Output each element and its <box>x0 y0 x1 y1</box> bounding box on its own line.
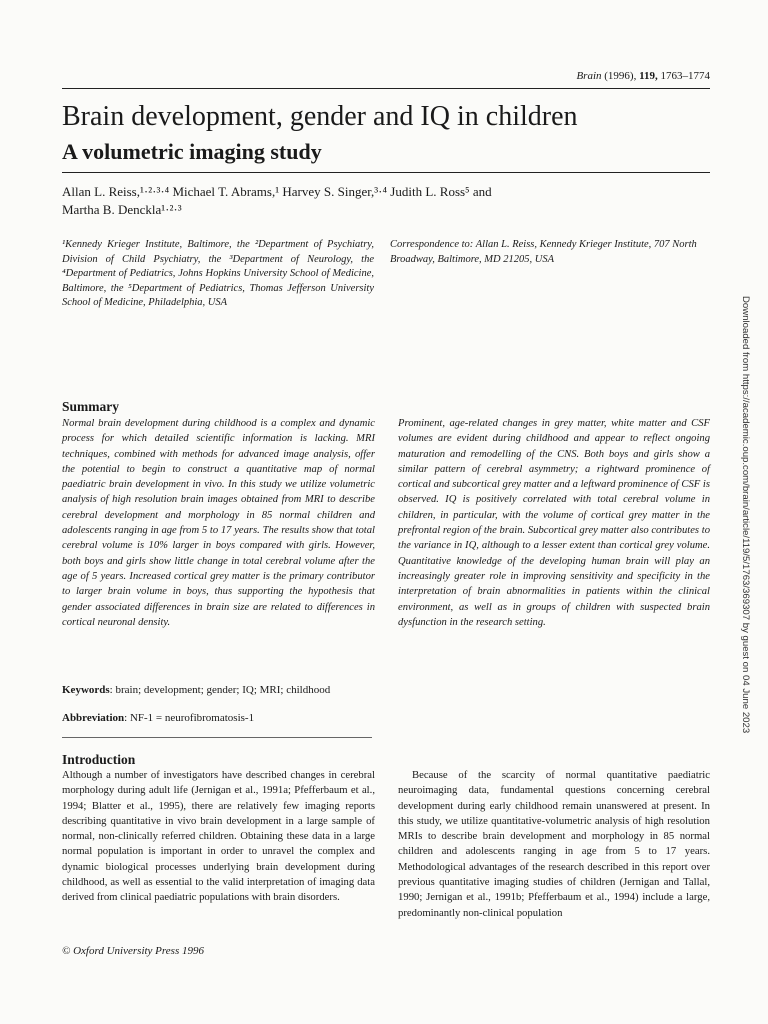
correspondence: Correspondence to: Allan L. Reiss, Kennedy Krieger Institute, 707 North Broadway, Baltimore, MD 21205, USA <box>390 239 697 265</box>
title-divider <box>62 172 710 173</box>
article-title: Brain development, gender and IQ in children <box>62 101 578 132</box>
section-divider <box>62 737 372 738</box>
affiliations: ¹Kennedy Krieger Institute, Baltimore, the ²Department of Psychiatry, Division of Child Psychiatry, the ³Department of Neurology, the ⁴Department of Pediatrics, Johns Hopkins University School of Medicine, Baltimore, the ⁵Department of Pediatrics, Thomas Jefferson University School of Medicine, Philadelphia, USA <box>62 239 374 309</box>
authors-line-2: Martha B. Denckla¹·²·³ <box>62 202 182 217</box>
journal-year: (1996), <box>604 70 637 82</box>
introduction-column-right: Because of the scarcity of normal quantitative paediatric neuroimaging data, fundamental questions concerning cerebral development during early childhood remain unanswered at present. In this study, we utilize quantitative-volumetric analysis of high resolution MRIs to describe brain development and morphology in 85 normal children and adolescents ranging in age from 5 to 17 years. Methodological advantages of the research described in this report over previous quantitative imaging studies of children (Jernigan and Tallal, 1990; Jernigan et al., 1991b; Pfefferbaum et al., 1994) include a large, predominantly non-clinical population <box>398 769 710 919</box>
copyright-notice: © Oxford University Press 1996 <box>62 945 204 957</box>
journal-volume: 119, <box>639 70 658 82</box>
keywords <box>62 683 522 698</box>
introduction-column-left: Although a number of investigators have described changes in cerebral morphology during adult life (Jernigan et al., 1991a; Pfefferbaum et al., 1994; Blatter et al., 1995), there are relatively few imaging reports describing quantitative in vivo brain development in a large sample of normal, non-clinically referred children. Obtaining these data in a large normal population is important in order to unravel the complex and dynamic biological processes underlying brain development during childhood, as well as essential to the valid interpretation of imaging data derived from clinical paediatric populations with brain disorders. <box>62 769 375 904</box>
journal-pages: 1763–1774 <box>660 70 710 82</box>
abbreviation-label: Abbreviation <box>62 712 125 724</box>
summary-heading: Summary <box>62 399 119 414</box>
article-subtitle: A volumetric imaging study <box>62 139 322 164</box>
abbreviation <box>62 711 522 726</box>
summary-column-right: Prominent, age-related changes in grey matter, white matter and CSF volumes are evident during childhood and appear to reflect ongoing maturation and remodelling of the CNS. Both boys and girls show a similar pattern of cerebral asymmetry; a rightward prominence of cortical and subcortical grey matter and a leftward prominence of CSF is observed. IQ is positively correlated with total cerebral volume in children, in particular, with the volume of cortical grey matter in the prefrontal region of the brain. Subcortical grey matter also contributes to the variance in IQ, although to a lesser extent than cortical grey volume. Quantitative knowledge of the developing human brain will play an increasingly greater role in improving sensitivity and specificity in the interpretation of brain abnormalities in patients within the clinical environment, as well as in groups of children with suspected brain dysfunction in the research setting. <box>398 418 710 628</box>
summary-column-left: Normal brain development during childhood is a complex and dynamic process for which detailed scientific information is lacking. MRI techniques, combined with methods for advanced image analysis, offer the potential to begin to construct a quantitative map of normal paediatric brain development in vivo. In this study we utilize volumetric analysis of high resolution brain images obtained from MRI to describe cerebral development and morphology in 85 normal children and adolescents ranging in age from 5 to 17 years. The results show that total cerebral volume is 10% larger in boys compared with girls. However, both boys and girls show little change in total cerebral volume after the age of 5 years. Increased cortical grey matter is the primary contributor to larger brain volume in boys, thus supporting the hypothesis that gender associated differences in brain size are related to differences in cortical neuronal density. <box>62 418 375 628</box>
download-watermark: Downloaded from https://academic.oup.com/brain/article/119/5/1763/369307 by guest on 04 June 2023 <box>740 296 751 734</box>
keywords-label: Keywords <box>62 684 110 696</box>
keywords-text: : brain; development; gender; IQ; MRI; childhood <box>109 684 331 696</box>
authors-line-1: Allan L. Reiss,¹·²·³·⁴ Michael T. Abrams,¹ Harvey S. Singer,³·⁴ Judith L. Ross⁵ and <box>62 184 492 199</box>
introduction-heading: Introduction <box>62 752 136 767</box>
abbreviation-text: : NF-1 = neurofibromatosis-1 <box>124 712 255 724</box>
header-divider <box>62 88 710 89</box>
journal-name: Brain <box>576 70 602 82</box>
journal-citation <box>576 70 710 82</box>
author-list <box>62 183 702 219</box>
